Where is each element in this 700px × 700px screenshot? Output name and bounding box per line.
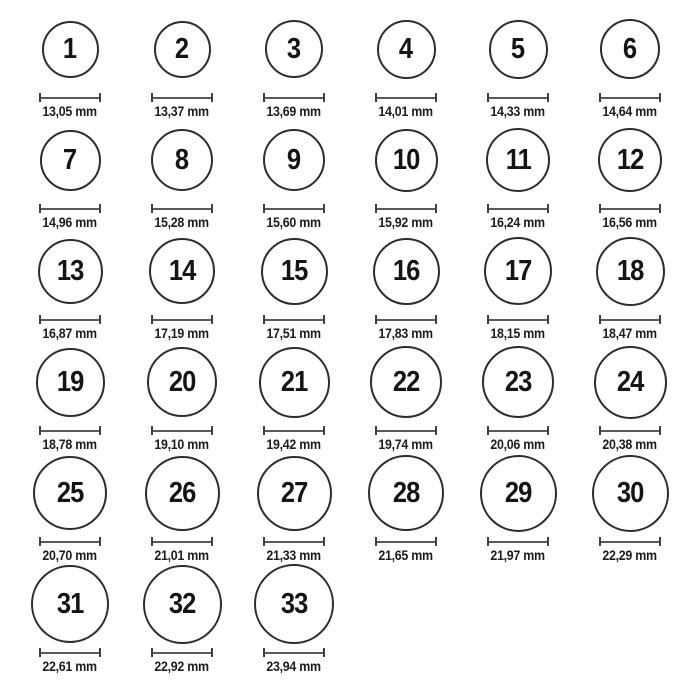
dimension-bar [601, 430, 659, 432]
ring-size-number: 24 [616, 365, 644, 398]
diameter-label: 20,38 mm [602, 437, 658, 452]
ring-circle [484, 237, 552, 305]
ring-circle [598, 128, 662, 192]
diameter-label: 15,60 mm [266, 215, 322, 230]
ring-circle-wrap [33, 452, 107, 534]
ring-circle [257, 456, 332, 531]
diameter-label: 16,87 mm [42, 326, 98, 341]
ring-circle [145, 456, 220, 531]
ring-size-cell [126, 452, 238, 563]
dimension-bar [265, 430, 323, 432]
ring-size-number: 18 [616, 254, 644, 287]
ring-size-number: 12 [616, 143, 644, 176]
dimension-bar [265, 97, 323, 99]
ring-size-cell [574, 452, 686, 563]
ring-circle-wrap [596, 230, 665, 312]
diameter-dimension-line [39, 204, 101, 213]
ring-size-row [14, 452, 686, 563]
dimension-bar [489, 319, 547, 321]
ring-circle [263, 129, 325, 191]
diameter-dimension-line [263, 537, 325, 546]
dimension-bar [265, 541, 323, 543]
ring-circle [482, 346, 554, 418]
ring-size-number: 13 [56, 254, 84, 287]
ring-circle [254, 564, 334, 644]
ring-size-row [14, 230, 686, 341]
ring-circle-wrap [261, 230, 328, 312]
diameter-label: 18,47 mm [602, 326, 658, 341]
ring-size-cell [350, 230, 462, 341]
ring-circle-wrap [38, 230, 103, 312]
ring-circle-wrap [254, 563, 334, 645]
ring-circle [151, 129, 213, 191]
ring-size-number: 16 [392, 254, 420, 287]
ring-circle [265, 20, 323, 78]
ring-size-number: 3 [287, 32, 301, 65]
diameter-dimension-line [151, 648, 213, 657]
diameter-dimension-line [487, 93, 549, 102]
diameter-label: 13,37 mm [154, 104, 210, 119]
ring-size-number: 20 [168, 365, 196, 398]
ring-circle-wrap [377, 8, 436, 90]
diameter-dimension-line [599, 315, 661, 324]
ring-size-cell [238, 452, 350, 563]
ring-circle-wrap [368, 452, 444, 534]
ring-circle-wrap [257, 452, 332, 534]
ring-circle-wrap [265, 8, 323, 90]
diameter-label: 19,10 mm [154, 437, 210, 452]
ring-size-cell [462, 452, 574, 563]
dimension-bar [265, 652, 323, 654]
ring-size-cell [126, 8, 238, 119]
ring-circle-wrap [259, 341, 330, 423]
ring-size-number: 21 [280, 365, 308, 398]
ring-circle-wrap [600, 8, 660, 90]
ring-circle [149, 238, 215, 304]
ring-circle-wrap [151, 119, 213, 201]
ring-circle-wrap [480, 452, 557, 534]
ring-circle [33, 456, 107, 530]
ring-size-cell [462, 230, 574, 341]
dimension-bar [153, 430, 211, 432]
ring-size-number: 7 [63, 143, 77, 176]
ring-circle-wrap [263, 119, 325, 201]
ring-circle [375, 129, 438, 192]
diameter-dimension-line [39, 537, 101, 546]
ring-size-number: 22 [392, 365, 420, 398]
ring-size-number: 17 [504, 254, 532, 287]
diameter-dimension-line [263, 426, 325, 435]
ring-size-cell [238, 341, 350, 452]
ring-circle-wrap [482, 341, 554, 423]
ring-size-number: 5 [511, 32, 525, 65]
ring-size-cell [238, 563, 350, 674]
ring-circle-wrap [594, 341, 667, 423]
ring-size-row [14, 8, 686, 119]
diameter-dimension-line [39, 648, 101, 657]
ring-size-number: 14 [168, 254, 196, 287]
dimension-bar [153, 541, 211, 543]
ring-circle-wrap [143, 563, 222, 645]
ring-size-cell [14, 230, 126, 341]
ring-size-cell [238, 230, 350, 341]
ring-circle-wrap [154, 8, 211, 90]
ring-size-number: 8 [175, 143, 189, 176]
diameter-dimension-line [375, 537, 437, 546]
dimension-bar [489, 208, 547, 210]
ring-circle [596, 237, 665, 306]
diameter-dimension-line [375, 204, 437, 213]
diameter-dimension-line [151, 426, 213, 435]
ring-circle [377, 20, 436, 79]
dimension-bar [265, 208, 323, 210]
diameter-dimension-line [375, 93, 437, 102]
ring-size-cell [126, 341, 238, 452]
ring-size-cell [350, 119, 462, 230]
ring-size-cell [350, 341, 462, 452]
diameter-label: 22,61 mm [42, 659, 98, 674]
dimension-bar [489, 541, 547, 543]
ring-circle [261, 238, 328, 305]
dimension-bar [41, 541, 99, 543]
ring-circle [40, 130, 101, 191]
ring-circle-wrap [484, 230, 552, 312]
ring-circle [486, 128, 550, 192]
ring-circle [42, 21, 99, 78]
diameter-label: 21,33 mm [266, 548, 322, 563]
diameter-label: 16,24 mm [490, 215, 546, 230]
ring-circle-wrap [36, 341, 105, 423]
diameter-dimension-line [487, 426, 549, 435]
diameter-dimension-line [487, 537, 549, 546]
ring-size-cell [462, 8, 574, 119]
dimension-bar [41, 430, 99, 432]
ring-size-cell [14, 341, 126, 452]
ring-size-number: 31 [56, 587, 84, 620]
dimension-bar [601, 541, 659, 543]
ring-circle-wrap [42, 8, 99, 90]
dimension-bar [377, 430, 435, 432]
dimension-bar [377, 541, 435, 543]
ring-circle-wrap [486, 119, 550, 201]
diameter-dimension-line [487, 204, 549, 213]
dimension-bar [153, 97, 211, 99]
diameter-label: 18,15 mm [490, 326, 546, 341]
diameter-label: 14,01 mm [378, 104, 434, 119]
ring-size-cell [238, 8, 350, 119]
ring-size-cell [14, 452, 126, 563]
diameter-dimension-line [375, 426, 437, 435]
diameter-dimension-line [39, 93, 101, 102]
ring-circle-wrap [149, 230, 215, 312]
diameter-label: 18,78 mm [42, 437, 98, 452]
ring-circle-wrap [592, 452, 669, 534]
ring-circle [480, 455, 557, 532]
diameter-label: 17,19 mm [154, 326, 210, 341]
dimension-bar [601, 97, 659, 99]
diameter-dimension-line [599, 204, 661, 213]
ring-size-cell [238, 119, 350, 230]
ring-size-cell [126, 119, 238, 230]
ring-size-number: 6 [623, 32, 637, 65]
ring-size-cell [574, 8, 686, 119]
ring-circle [370, 346, 442, 418]
ring-circle-wrap [145, 452, 220, 534]
diameter-dimension-line [599, 426, 661, 435]
dimension-bar [601, 319, 659, 321]
ring-size-number: 26 [168, 476, 196, 509]
dimension-bar [489, 97, 547, 99]
diameter-label: 22,29 mm [602, 548, 658, 563]
dimension-bar [489, 430, 547, 432]
dimension-bar [153, 208, 211, 210]
dimension-bar [41, 652, 99, 654]
diameter-dimension-line [487, 315, 549, 324]
ring-circle-wrap [31, 563, 109, 645]
dimension-bar [41, 319, 99, 321]
diameter-label: 20,70 mm [42, 548, 98, 563]
ring-size-number: 33 [280, 587, 308, 620]
ring-size-number: 19 [56, 365, 84, 398]
diameter-label: 21,65 mm [378, 548, 434, 563]
diameter-dimension-line [151, 537, 213, 546]
diameter-dimension-line [39, 426, 101, 435]
ring-size-number: 30 [616, 476, 644, 509]
ring-circle-wrap [373, 230, 440, 312]
ring-size-number: 25 [56, 476, 84, 509]
dimension-bar [601, 208, 659, 210]
ring-size-cell [14, 8, 126, 119]
ring-size-row [14, 119, 686, 230]
diameter-label: 16,56 mm [602, 215, 658, 230]
diameter-label: 19,42 mm [266, 437, 322, 452]
diameter-label: 22,92 mm [154, 659, 210, 674]
ring-circle [594, 346, 667, 419]
diameter-label: 15,28 mm [154, 215, 210, 230]
ring-circle [38, 239, 103, 304]
ring-size-row [14, 563, 686, 674]
ring-size-number: 28 [392, 476, 420, 509]
diameter-dimension-line [151, 315, 213, 324]
diameter-label: 20,06 mm [490, 437, 546, 452]
ring-size-row [14, 341, 686, 452]
diameter-dimension-line [263, 315, 325, 324]
ring-circle [31, 565, 109, 643]
diameter-label: 13,69 mm [266, 104, 322, 119]
ring-circle [259, 347, 330, 418]
ring-size-number: 32 [168, 587, 196, 620]
ring-size-number: 15 [280, 254, 308, 287]
ring-circle [143, 565, 222, 644]
ring-size-cell [574, 119, 686, 230]
ring-circle-wrap [598, 119, 662, 201]
dimension-bar [377, 208, 435, 210]
ring-circle-wrap [489, 8, 548, 90]
ring-size-number: 11 [505, 143, 531, 176]
ring-circle [147, 347, 217, 417]
diameter-dimension-line [151, 93, 213, 102]
dimension-bar [265, 319, 323, 321]
dimension-bar [153, 319, 211, 321]
ring-circle [154, 21, 211, 78]
diameter-dimension-line [151, 204, 213, 213]
ring-size-number: 23 [504, 365, 532, 398]
ring-circle [592, 455, 669, 532]
ring-size-cell [126, 563, 238, 674]
diameter-label: 23,94 mm [266, 659, 322, 674]
diameter-label: 15,92 mm [378, 215, 434, 230]
diameter-label: 13,05 mm [42, 104, 98, 119]
ring-size-cell [14, 563, 126, 674]
diameter-label: 21,97 mm [490, 548, 546, 563]
dimension-bar [377, 319, 435, 321]
ring-size-cell [462, 341, 574, 452]
diameter-dimension-line [263, 93, 325, 102]
ring-size-number: 29 [504, 476, 532, 509]
ring-size-number: 1 [63, 32, 77, 65]
ring-circle [373, 238, 440, 305]
ring-size-cell [126, 230, 238, 341]
diameter-label: 17,83 mm [378, 326, 434, 341]
diameter-dimension-line [599, 537, 661, 546]
ring-size-number: 10 [392, 143, 420, 176]
diameter-dimension-line [263, 648, 325, 657]
ring-size-cell [462, 119, 574, 230]
ring-circle-wrap [370, 341, 442, 423]
ring-circle [368, 455, 444, 531]
dimension-bar [153, 652, 211, 654]
ring-size-cell [350, 8, 462, 119]
dimension-bar [377, 97, 435, 99]
diameter-label: 14,96 mm [42, 215, 98, 230]
diameter-dimension-line [263, 204, 325, 213]
ring-size-number: 9 [287, 143, 301, 176]
ring-size-number: 4 [399, 32, 413, 65]
ring-size-cell [574, 341, 686, 452]
ring-circle-wrap [375, 119, 438, 201]
ring-circle [489, 20, 548, 79]
ring-size-number: 2 [175, 32, 189, 65]
ring-circle-wrap [147, 341, 217, 423]
diameter-label: 19,74 mm [378, 437, 434, 452]
diameter-label: 14,64 mm [602, 104, 658, 119]
ring-circle [600, 19, 660, 79]
ring-circle [36, 348, 105, 417]
ring-size-cell [350, 452, 462, 563]
dimension-bar [41, 208, 99, 210]
ring-size-cell [574, 230, 686, 341]
ring-circle-wrap [40, 119, 101, 201]
dimension-bar [41, 97, 99, 99]
diameter-dimension-line [39, 315, 101, 324]
diameter-label: 21,01 mm [154, 548, 210, 563]
diameter-dimension-line [599, 93, 661, 102]
diameter-dimension-line [375, 315, 437, 324]
ring-size-cell [14, 119, 126, 230]
ring-size-number: 27 [280, 476, 308, 509]
diameter-label: 17,51 mm [266, 326, 322, 341]
diameter-label: 14,33 mm [490, 104, 546, 119]
